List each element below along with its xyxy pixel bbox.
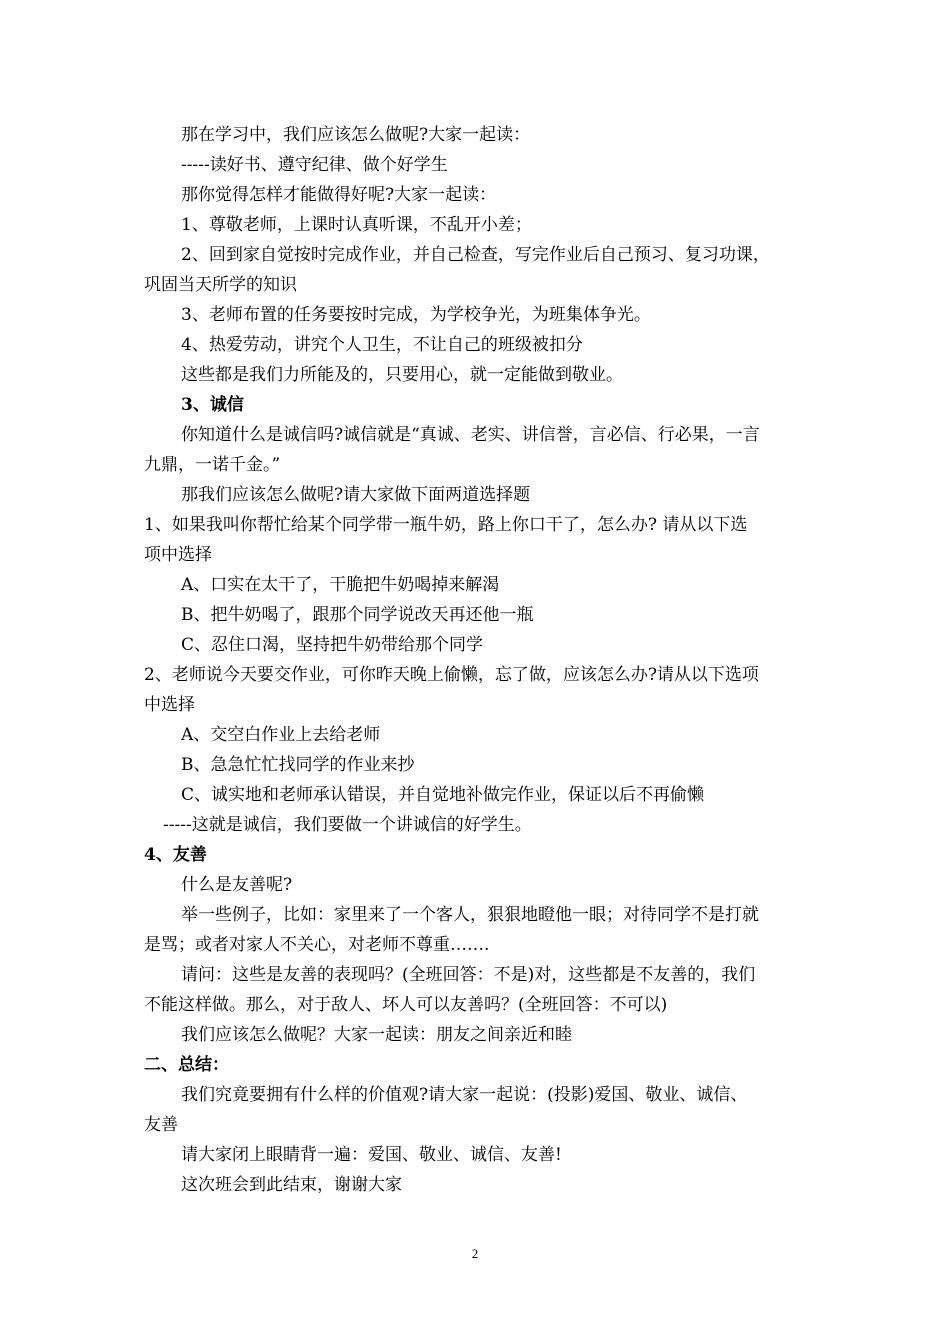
paragraph-line: 那我们应该怎么做呢?请大家做下面两道选择题 — [181, 485, 531, 505]
paragraph-line: 项中选择 — [144, 545, 212, 565]
page-number: 2 — [471, 1246, 479, 1261]
paragraph-line: 请问：这些是友善的表现吗？(全班回答：不是)对，这些都是不友善的，我们 — [181, 965, 756, 985]
section-heading: 3、诚信 — [181, 395, 244, 415]
paragraph-line: 友善 — [144, 1115, 178, 1135]
paragraph-line: 我们应该怎么做呢？大家一起读：朋友之间亲近和睦 — [181, 1025, 572, 1045]
paragraph-line: -----这就是诚信，我们要做一个讲诚信的好学生。 — [163, 815, 532, 835]
paragraph-line: 那在学习中，我们应该怎么做呢?大家一起读： — [181, 125, 531, 145]
paragraph-line: C、诚实地和老师承认错误，并自觉地补做完作业，保证以后不再偷懒 — [181, 785, 705, 805]
section-heading: 4、友善 — [144, 845, 207, 865]
paragraph-line: 这次班会到此结束，谢谢大家 — [181, 1175, 402, 1195]
paragraph-line: 举一些例子，比如：家里来了一个客人，狠狠地瞪他一眼；对待同学不是打就 — [181, 905, 759, 925]
paragraph-line: 1、尊敬老师，上课时认真听课，不乱开小差； — [181, 215, 532, 235]
paragraph-line: B、急急忙忙找同学的作业来抄 — [181, 755, 415, 775]
section-heading: 二、总结： — [144, 1055, 229, 1075]
paragraph-line: 什么是友善呢? — [181, 875, 293, 895]
paragraph-line: 是骂；或者对家人不关心，对老师不尊重……. — [144, 935, 490, 955]
paragraph-line: 3、老师布置的任务要按时完成，为学校争光，为班集体争光。 — [181, 305, 651, 325]
paragraph-line: 九鼎，一诺千金。” — [144, 455, 281, 475]
paragraph-line: 这些都是我们力所能及的，只要用心，就一定能做到敬业。 — [181, 365, 623, 385]
paragraph-line: 2、老师说今天要交作业，可你昨天晚上偷懒，忘了做，应该怎么办?请从以下选项 — [144, 665, 759, 685]
paragraph-line: 巩固当天所学的知识 — [144, 275, 297, 295]
paragraph-line: 请大家闭上眼睛背一遍：爱国、敬业、诚信、友善! — [181, 1145, 562, 1165]
paragraph-line: 1、如果我叫你帮忙给某个同学带一瓶牛奶，路上你口干了，怎么办? 请从以下选 — [144, 515, 748, 535]
paragraph-line: 我们究竟要拥有什么样的价值观?请大家一起说：(投影)爱国、敬业、诚信、 — [181, 1085, 748, 1105]
paragraph-line: C、忍住口渴，坚持把牛奶带给那个同学 — [181, 635, 484, 655]
paragraph-line: A、口实在太干了，干脆把牛奶喝掉来解渴 — [181, 575, 500, 595]
paragraph-line: -----读好书、遵守纪律、做个好学生 — [181, 155, 448, 175]
paragraph-line: 那你觉得怎样才能做得好呢?大家一起读： — [181, 185, 497, 205]
paragraph-line: 你知道什么是诚信吗?诚信就是“真诚、老实、讲信誉，言必信、行必果，一言 — [181, 425, 760, 445]
paragraph-line: 中选择 — [144, 695, 195, 715]
paragraph-line: B、把牛奶喝了，跟那个同学说改天再还他一瓶 — [181, 605, 534, 625]
paragraph-line: 2、回到家自觉按时完成作业，并自己检查，写完作业后自己预习、复习功课， — [181, 245, 770, 265]
paragraph-line: 不能这样做。那么，对于敌人、坏人可以友善吗？(全班回答：不可以) — [144, 995, 668, 1015]
paragraph-line: 4、热爱劳动，讲究个人卫生，不让自己的班级被扣分 — [181, 335, 583, 355]
document-body — [144, 120, 812, 1200]
paragraph-line: A、交空白作业上去给老师 — [181, 725, 381, 745]
